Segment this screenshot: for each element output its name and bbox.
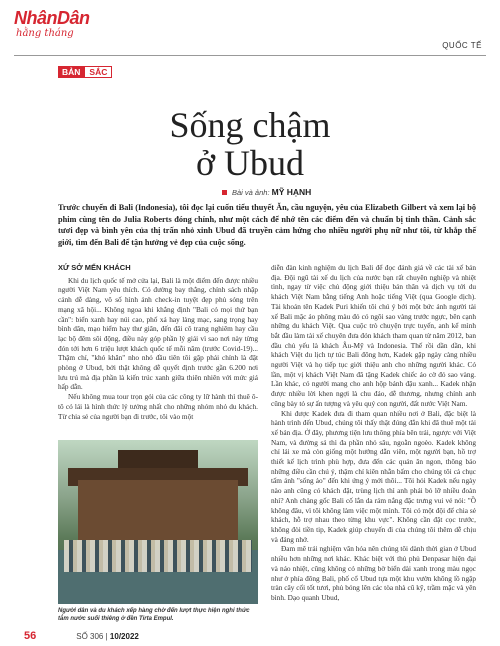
logo-main-text: NhânDân — [14, 8, 90, 28]
category-tag-part-a: BẢN — [58, 66, 84, 78]
paragraph: Nếu không mua tour trọn gói của các công ty lữ hành thì thuê ô-tô có lái là hình thức lý tưởng nhất cho những nhóm nhỏ du khách. Từ chia sẻ của người bạn đi trước, tôi vào một — [58, 392, 258, 421]
column-left — [58, 263, 258, 421]
column-right — [271, 263, 476, 603]
byline-square-icon — [222, 190, 227, 195]
issue-info: SỐ 306 | 10/2022 — [76, 631, 139, 641]
byline-author: MỸ HẠNH — [271, 187, 312, 197]
photo-caption: Người dân và du khách xếp hàng chờ đến lượt thực hiện nghi thức tắm nước suối thiêng ở đền Tirta Empul. — [58, 608, 250, 622]
article-title — [0, 106, 500, 182]
category-tag — [58, 66, 112, 78]
paragraph: Khi du lịch quốc tế mở cửa lại, Bali là một điểm đến được nhiều người Việt Nam yêu thích. Có đường bay thẳng, chính sách nhập cảnh dễ dàng, vô số hình ảnh check-in tuyệt đẹp phủ sóng trên mạng xã hội... Không ngoa khi khẳng định "Bali có mọi thứ bạn cần": biển xanh hay núi cao, phố xá hay làng mạc, sang trọng hay bình dân, mạo hiểm hay thư giãn, đến đâi cô trang nghiêm hay cầu lạc bộ đêm sôi động, điều này góp phần lý giải vì sao nơi này từng đón tới hơn 6 triệu lượt khách quốc tế mỗi năm (trước Covid-19)... Thậm chí, "khó khăn" nho nhỏ đầu tiên tôi gặp phải chính là đặt phòng ở Ubud, bởi thật không dễ quyết định trước gần 6.200 nơi lưu trú mà địa phần là kiến trúc xanh giữa thiên nhiên với mức giá hấp dẫn. — [58, 275, 258, 392]
page-footer — [24, 630, 139, 642]
header-divider — [14, 55, 486, 56]
article-lead: Trước chuyến đi Bali (Indonesia), tôi đọc lại cuốn tiểu thuyết Ăn, cầu nguyện, yêu của Elizabeth Gilbert và xem lại bộ phim cùng tên do Julia Roberts đóng chính, như một cách để nhớ tên các điểm đến và chuẩn bị tinh thần. Cảnh sắc tươi đẹp và bình yên của thị trấn nhỏ xinh Ubud đã truyền cảm hứng cho nhiều người phụ nữ như tôi, từ khắp thế giới, tìm đến Bali để tận hưởng vẻ đẹp của cuộc sống. — [58, 203, 476, 247]
page-number: 56 — [24, 630, 37, 642]
section-label: QUỐC TẾ — [442, 41, 482, 50]
publication-logo — [14, 8, 114, 50]
logo-sub-text: hằng tháng — [16, 28, 74, 39]
title-line-2: ở Ubud — [195, 143, 305, 183]
paragraph: diễn đàn kinh nghiệm du lịch Bali để đọc đánh giá về các tài xế bản địa. Đội ngũ tài xế du lịch của nước bạn rất chuyên nghiệp và nhiệt tình, ngay từ việc chủ động giới thiệu bản thân và dịch vụ tới du khách Việt Nam bằng tiếng Anh hoặc tiếng Việt (qua Google dịch). Tài khoản tên Kadek Puri khiến tôi chú ý bởi một bức ảnh người tài xế Bali mặc áo phông màu đỏ có ngôi sao vàng trước ngực, bên cạnh những du khách Việt. Qua cuộc trò chuyện trực tuyến, anh kể mình bắt đầu làm tài xế chuyên đưa đón khách tham quan từ năm 2012, ban đầu chủ yếu là khách Âu-Mỹ và Indonesia. Thế rồi dần dần, khi khách Việt du lịch tự túc Bali đông hơn, Kadek gặp ngày càng nhiều người Việt và họ tiếp tục giới thiệu anh cho những người khác. Có lần, một vị khách Việt Nam đã tặng Kadek chiếc áo cờ đỏ sao vàng. Lần khác, có người mang cho anh hộp bánh đậu xanh... Kadek nhận được nhiều lời khen ngợi là chu đáo, dễ thương, nhưng chính anh cũng bày tỏ sự ấn tượng và yêu quý con người, đất nước Việt Nam. — [271, 263, 476, 408]
paragraph: Đam mê trải nghiệm văn hóa nên chúng tôi dành thời gian ở Ubud nhiều hơn những nơi khác. Khác biệt với thủ phủ Denpasar hiện đại và náo nhiệt, cũng không có những bờ biển dài xanh trong màu ngọc như ở phía đông Bali, phố cổ Ubud tựa một khu vườn không lồ ngập tràn cây cối tốt tươi, phủ bóng lên các tòa nhà cũ kỹ, trầm mặc và yên bình. Dạo quanh Ubud, — [271, 544, 476, 602]
photo-roof-top — [118, 450, 198, 470]
category-tag-part-b: SẮC — [84, 66, 112, 78]
byline — [222, 187, 311, 197]
byline-label: Bài và ảnh: — [232, 188, 270, 197]
issue-date: 10/2022 — [109, 631, 139, 641]
issue-label: SỐ 306 — [76, 631, 104, 641]
paragraph: Khi được Kadek đưa đi tham quan nhiều nơi ở Bali, đặc biệt là hành trình đến Ubud, chúng tôi thấy thật đúng đắn khi đã thuê một tài xế bản địa. Ở đây, phương tiện lưu thông phía bên trái, ngược với Việt Nam, và đường sá thì đa phần nhỏ sâu, ngoằn ngoèo. Kadek không chỉ lái xe mà còn giống một hướng dẫn viên, một người bạn, hồ trợ thiết kế lịch trình phù hợp, đưa đến các quán ăn ngon, thông báo những điều cần chú ý, thậm chí kiên nhẫn bấm cho chúng tôi cả chục tấm ảnh "sống ảo" đến khi ứng ý mới thôi... Tôi hỏi Kadek nếu ngày nào anh cũng có khách đặt, trùng lịch thì anh phải bỏ lỡ nhiều đoàn nhỉ? Anh chàng gốc Bali cố lắn da rám nắng đặc trưng vui vẻ nói: "Ồ không đâu, vì tôi không làm việc một mình. Tôi có một đội để chia sẻ khách, hỗ trợ nhau theo từng khu vực". Không cần đặt cọc trước, không đòi tiền tip, Kadek giúp chuyến đi của chúng tôi thêm dễ chịu và đáng nhớ. — [271, 408, 476, 544]
temple-photo — [58, 440, 258, 604]
subhead: XỨ SỞ MẾN KHÁCH — [58, 263, 131, 272]
title-line-1: Sống chậm — [169, 105, 331, 145]
photo-building — [78, 480, 238, 540]
photo-crowd — [64, 540, 252, 572]
